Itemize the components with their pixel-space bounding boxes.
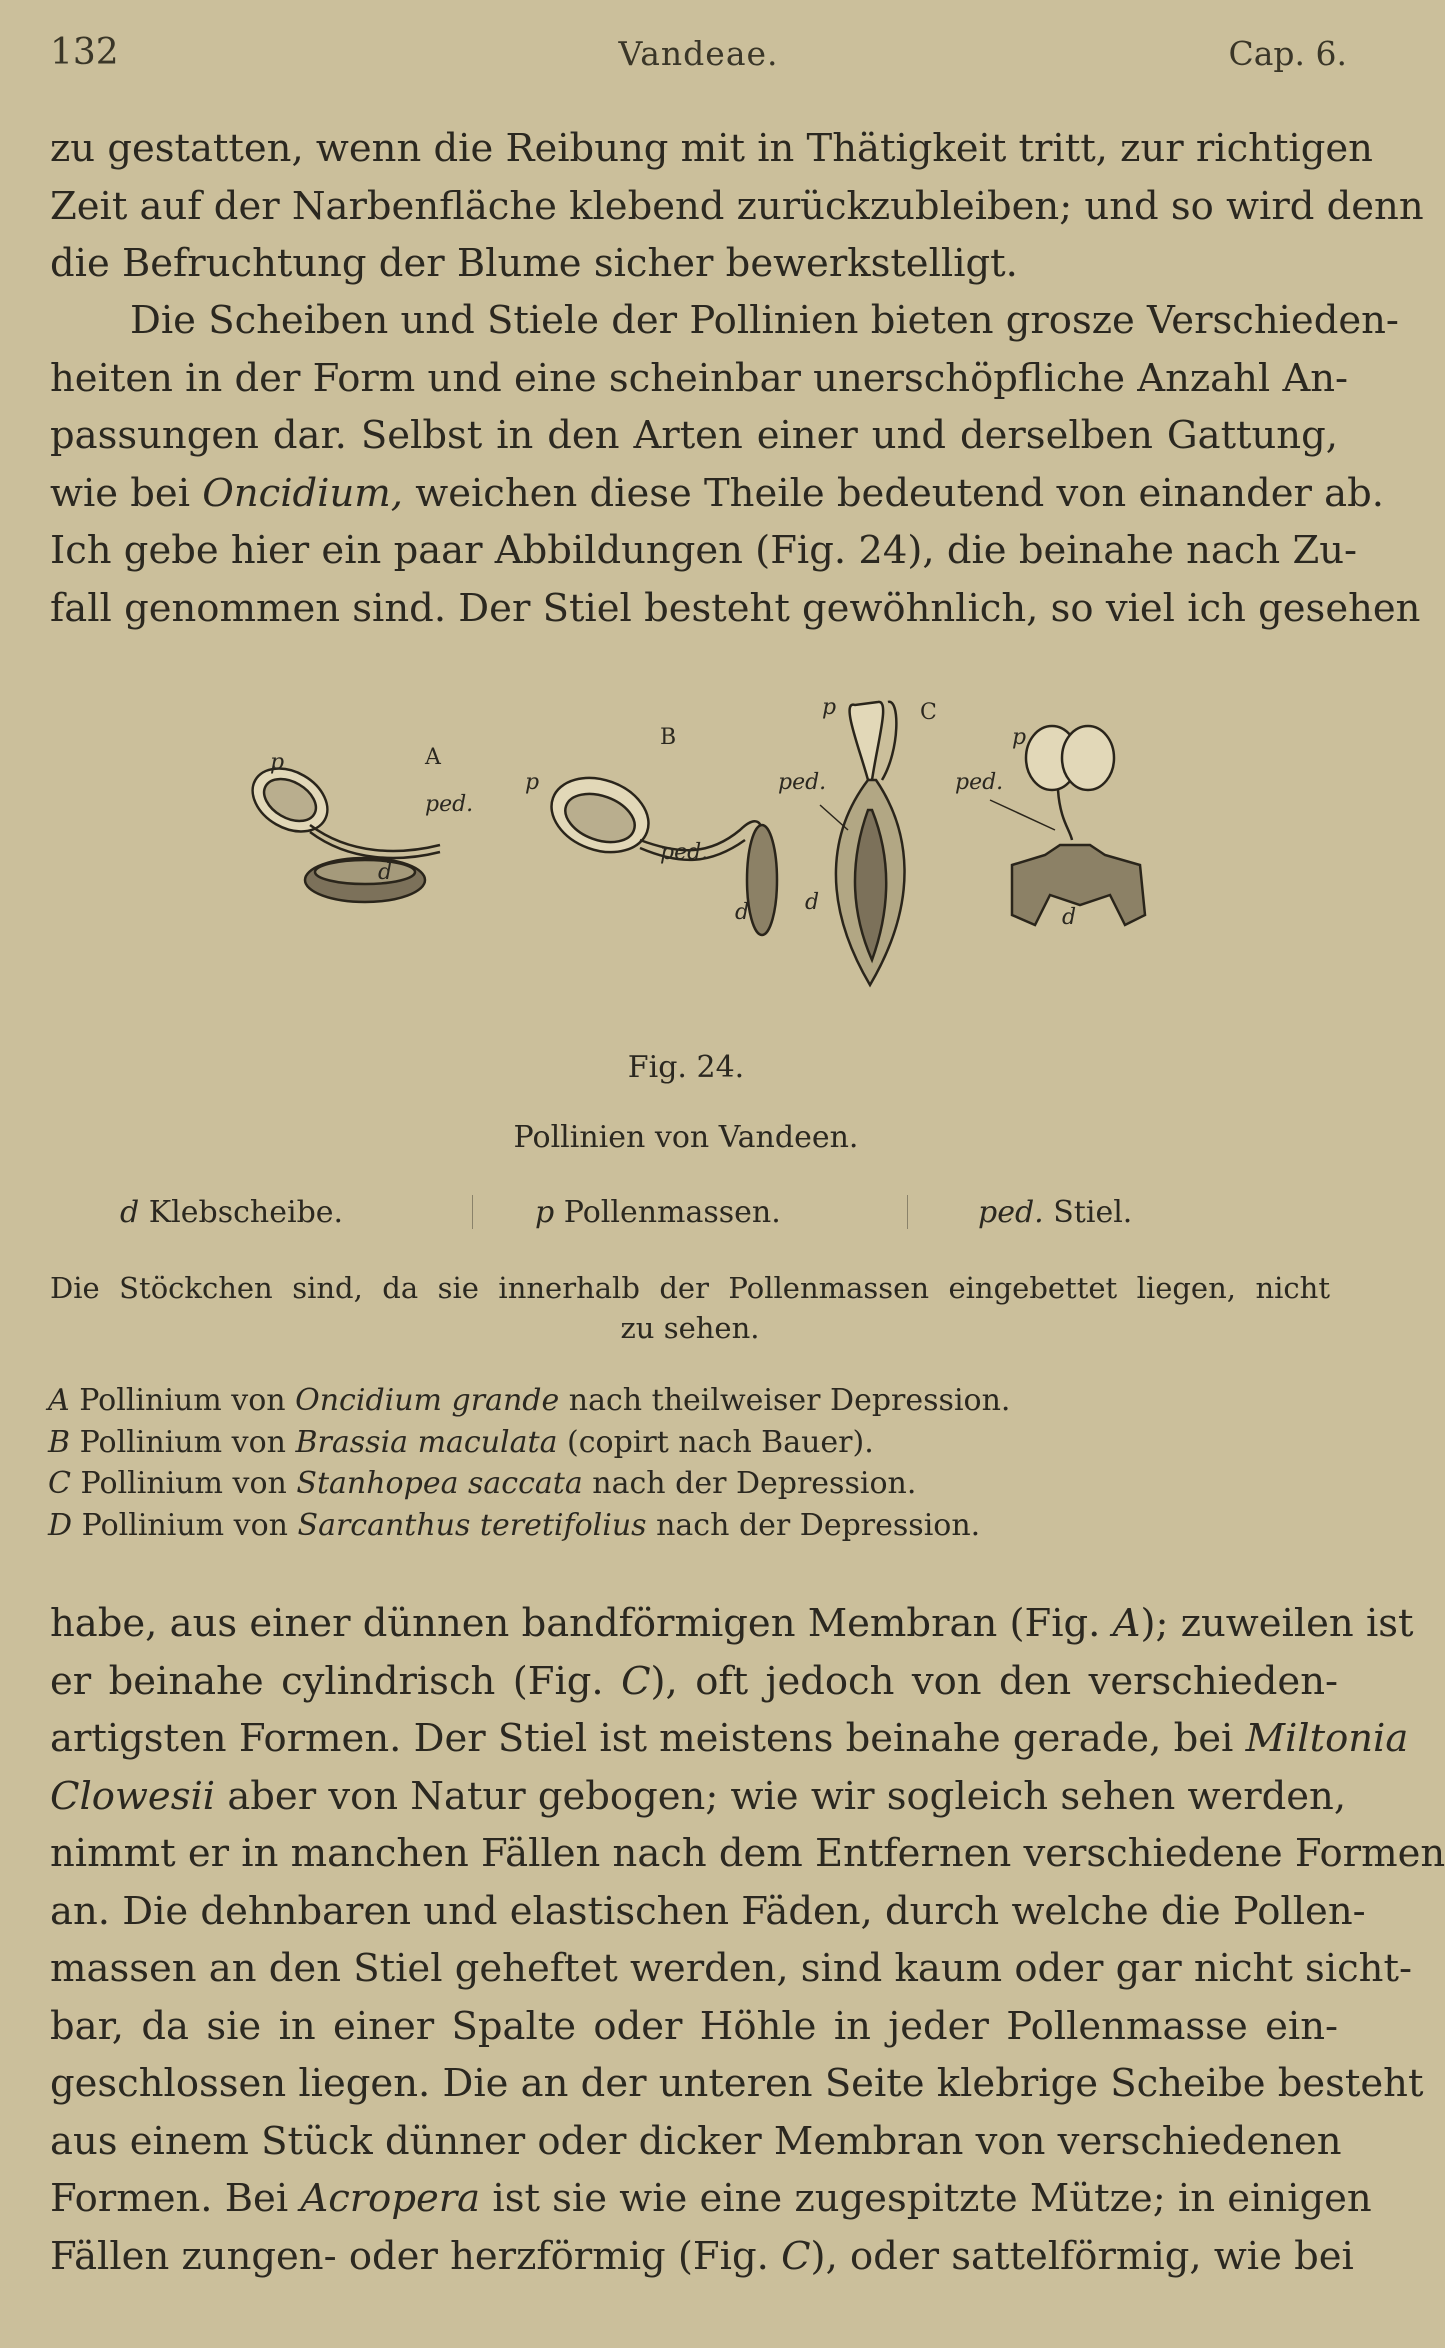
paragraph-2 xyxy=(50,292,1421,637)
pollinium-c-drawing xyxy=(836,702,905,985)
figure-ref: A xyxy=(1112,1601,1141,1646)
text-line xyxy=(50,465,1385,523)
label-d: d xyxy=(805,890,820,915)
text-line xyxy=(50,1595,1414,1653)
label-p: p xyxy=(270,750,285,775)
text-run: Fällen zungen- oder herzförmig (Fig. xyxy=(50,2233,782,2279)
text-run: weichen diese Theile bedeutend von einander ab. xyxy=(403,470,1385,516)
text-line: bar, da sie in einer Spalte oder Höhle in jeder Pollenmasse ein- xyxy=(50,2003,1338,2049)
text-line xyxy=(50,1653,1338,1711)
text-line: aus einem Stück dünner oder dicker Membran von verschiedenen xyxy=(50,2118,1342,2164)
text-run: wie bei xyxy=(50,470,203,516)
text-run: artigsten Formen. Der Stiel ist meistens beinahe gerade, bei xyxy=(50,1716,1246,1761)
text-line: zu gestatten, wenn die Reibung mit in Thätigkeit tritt, zur richtigen xyxy=(50,126,1373,171)
figure-number: Fig. 24. xyxy=(627,1050,745,1085)
pollinium-a-drawing xyxy=(241,756,440,902)
species-name: Clowesii xyxy=(50,1773,216,1819)
legend-divider xyxy=(472,1195,473,1229)
text-run: aber von Natur gebogen; wie wir sogleich sehen werden, xyxy=(215,1773,1347,1819)
text-run: habe, aus einer dünnen bandförmigen Membran (Fig. xyxy=(50,1601,1113,1646)
text-line: an. Die dehnbaren und elastischen Fäden, durch welche die Pollen- xyxy=(50,1888,1366,1934)
caption-text: Pollinium von xyxy=(70,1424,296,1460)
caption-text: nach der Depression. xyxy=(582,1466,917,1501)
note-line: zu sehen. xyxy=(620,1311,760,1345)
legend-symbol: ped. xyxy=(978,1195,1044,1230)
caption-item xyxy=(48,1380,1010,1422)
label-d: d xyxy=(378,860,393,885)
text-line: heiten in der Form und eine scheinbar unerschöpfliche Anzahl An- xyxy=(50,355,1349,401)
label-d: d xyxy=(735,900,750,925)
label-b: B xyxy=(660,725,677,750)
legend-p xyxy=(535,1195,781,1230)
label-c: C xyxy=(920,700,937,725)
text-run: Formen. Bei xyxy=(50,2176,301,2221)
species-name: Oncidium grande xyxy=(295,1383,560,1418)
label-ped: ped. xyxy=(955,770,1004,795)
figure-captions xyxy=(48,1380,1010,1546)
caption-letter: A xyxy=(48,1383,70,1418)
legend-ped xyxy=(978,1195,1132,1230)
label-ped: ped. xyxy=(425,792,474,817)
paragraph-3 xyxy=(50,1595,1445,2285)
legend-symbol: p xyxy=(535,1195,555,1230)
legend-symbol: d xyxy=(120,1195,140,1230)
caption-letter: B xyxy=(48,1424,71,1460)
pollinia-illustration xyxy=(200,640,1180,1000)
caption-text: Pollinium von xyxy=(69,1383,296,1418)
figure-legend xyxy=(0,1195,1372,1235)
text-line xyxy=(50,1768,1347,1826)
species-name: Sarcanthus teretifolius xyxy=(297,1507,647,1543)
legend-divider xyxy=(907,1195,908,1229)
text-run: ), oder sattelförmig, wie bei xyxy=(810,2233,1354,2279)
species-name: Stanhopea saccata xyxy=(296,1466,583,1501)
figure-ref: C xyxy=(621,1658,651,1704)
genus-name: Oncidium, xyxy=(202,470,404,516)
text-line xyxy=(50,2170,1372,2228)
caption-text: Pollinium von xyxy=(70,1466,297,1501)
caption-text: nach der Depression. xyxy=(646,1507,981,1543)
text-line: die Befruchtung der Blume sicher bewerkstelligt. xyxy=(50,241,1018,286)
figure-title: Pollinien von Vandeen. xyxy=(513,1120,859,1155)
paragraph-1 xyxy=(50,120,1424,293)
label-p: p xyxy=(1012,725,1027,750)
chapter-label: Cap. 6. xyxy=(1228,34,1347,73)
genus-name: Miltonia xyxy=(1245,1716,1409,1761)
label-ped: ped. xyxy=(778,770,827,795)
species-name: Brassia maculata xyxy=(295,1424,558,1460)
text-line xyxy=(50,1710,1409,1768)
figure-note xyxy=(50,1268,1330,1348)
note-line: Die Stöckchen sind, da sie innerhalb der Pollenmassen eingebettet liegen, nicht xyxy=(50,1271,1330,1305)
legend-text: Klebscheibe. xyxy=(139,1195,344,1230)
text-run: ), oft jedoch von den verschieden- xyxy=(650,1658,1338,1704)
text-line: nimmt er in manchen Fällen nach dem Entfernen verschiedene Formen xyxy=(50,1831,1445,1876)
figure-ref: C xyxy=(781,2233,811,2279)
text-line: massen an den Stiel geheftet werden, sind kaum oder gar nicht sicht- xyxy=(50,1946,1412,1991)
text-line xyxy=(50,2228,1354,2286)
text-line: Ich gebe hier ein paar Abbildungen (Fig. 24), die beinahe nach Zu- xyxy=(50,528,1358,573)
text-run: er beinahe cylindrisch (Fig. xyxy=(50,1658,622,1704)
label-p: p xyxy=(822,695,837,720)
pollinium-d-drawing xyxy=(1012,726,1145,925)
text-line: fall genommen sind. Der Stiel besteht gewöhnlich, so viel ich gesehen xyxy=(50,585,1421,631)
label-ped: ped. xyxy=(660,840,709,865)
caption-item xyxy=(48,1422,1010,1464)
text-line: geschlossen liegen. Die an der unteren Seite klebrige Scheibe besteht xyxy=(50,2061,1424,2106)
caption-text: Pollinium von xyxy=(72,1507,298,1543)
legend-text: Pollenmassen. xyxy=(554,1195,781,1230)
caption-letter: D xyxy=(48,1507,73,1543)
caption-item xyxy=(48,1463,1010,1505)
text-line: Zeit auf der Narbenfläche klebend zurückzubleiben; und so wird denn xyxy=(50,183,1424,229)
text-line: passungen dar. Selbst in den Arten einer und derselben Gattung, xyxy=(50,413,1338,458)
running-title: Vandeae. xyxy=(618,34,779,73)
label-a: A xyxy=(425,745,441,770)
caption-item xyxy=(48,1505,1010,1547)
genus-name: Acropera xyxy=(300,2176,481,2221)
figure-24 xyxy=(200,640,1180,1000)
legend-d xyxy=(120,1195,343,1230)
page-number: 132 xyxy=(50,32,119,73)
text-run: ); zuweilen ist xyxy=(1140,1601,1414,1646)
caption-text: (copirt nach Bauer). xyxy=(557,1424,874,1460)
label-d: d xyxy=(1062,905,1077,930)
running-header xyxy=(50,28,1347,78)
caption-text: nach theilweiser Depression. xyxy=(559,1383,1011,1418)
caption-letter: C xyxy=(48,1466,71,1501)
legend-text: Stiel. xyxy=(1043,1195,1133,1230)
text-line: Die Scheiben und Stiele der Pollinien bieten grosze Verschieden- xyxy=(130,298,1399,343)
label-p: p xyxy=(525,770,540,795)
text-run: ist sie wie eine zugespitzte Mütze; in einigen xyxy=(480,2176,1372,2221)
